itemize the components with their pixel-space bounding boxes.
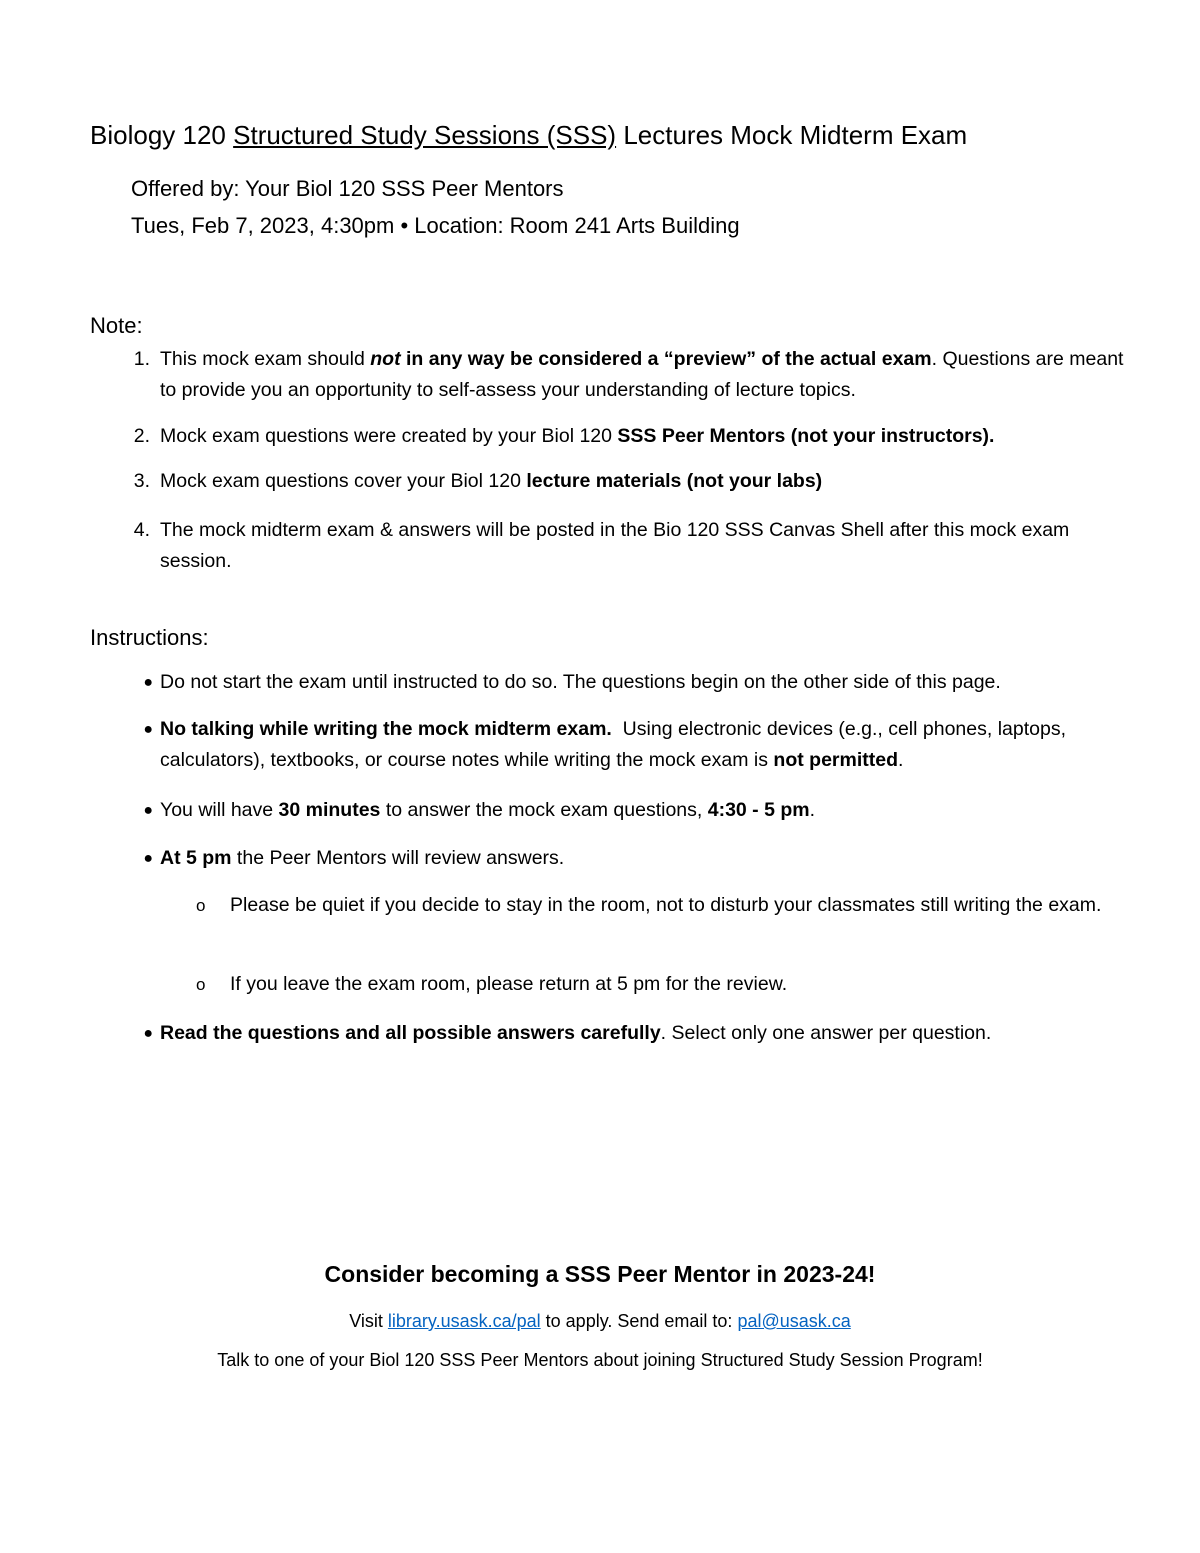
instructions-heading: Instructions: [90,625,209,650]
bullet-icon: ● [143,802,153,819]
instruction-item: ● Do not start the exam until instructed to do so. The questions begin on the other side of this page. [90,667,1130,698]
pal-email-link[interactable]: pal@usask.ca [737,1311,851,1331]
bullet-icon: ● [143,674,153,691]
note-heading: Note: [90,313,143,338]
instruction-sub-item: o If you leave the exam room, please return at 5 pm for the review. [160,969,1120,1000]
instruction-sub-item: o Please be quiet if you decide to stay in the room, not to disturb your classmates still writing the exam. [160,890,1120,921]
date-location: Tues, Feb 7, 2023, 4:30pm • Location: Room 241 Arts Building [131,213,740,238]
promo-contact-line: Visit library.usask.ca/pal to apply. Send email to: pal@usask.ca [349,1311,851,1331]
circle-bullet-icon: o [196,975,206,994]
note-number: 2. [133,425,150,447]
circle-bullet-icon: o [196,896,206,915]
instruction-item: ● No talking while writing the mock midterm exam. Using electronic devices (e.g., cell phones, laptops, calculators), textbooks, or course notes while writing the mock exam is not permitted. [90,714,1130,776]
note-item: 4. The mock midterm exam & answers will be posted in the Bio 120 SSS Canvas Shell after this mock exam session. [90,515,1130,577]
bullet-icon: ● [143,850,153,867]
note-item: 1. This mock exam should not in any way be considered a “preview” of the actual exam. Questions are meant to provide you an opportunity to self-assess your understanding of lecture topics. [90,344,1130,406]
bullet-icon: ● [143,1025,153,1042]
instruction-item: ● At 5 pm the Peer Mentors will review answers. [90,843,1130,874]
instruction-item: ● Read the questions and all possible answers carefully. Select only one answer per question. [90,1018,1130,1049]
note-number: 4. [133,519,150,541]
note-number: 3. [133,470,150,492]
note-item: 2. Mock exam questions were created by your Biol 120 SSS Peer Mentors (not your instructors). [90,421,1130,452]
document-title: Biology 120 Structured Study Sessions (SSS) Lectures Mock Midterm Exam [90,120,968,150]
bullet-icon: ● [143,721,153,738]
offered-by: Offered by: Your Biol 120 SSS Peer Mentors [131,176,564,201]
note-number: 1. [133,348,150,370]
instruction-item: ● You will have 30 minutes to answer the mock exam questions, 4:30 - 5 pm. [90,795,1130,826]
pal-website-link[interactable]: library.usask.ca/pal [387,1311,541,1331]
promo-title: Consider becoming a SSS Peer Mentor in 2023-24! [324,1261,876,1287]
title-underlined: Structured Study Sessions (SSS) [233,120,617,150]
promo-talk-line: Talk to one of your Biol 120 SSS Peer Mentors about joining Structured Study Session Program! [217,1350,983,1370]
note-item: 3. Mock exam questions cover your Biol 120 lecture materials (not your labs) [90,466,1130,497]
